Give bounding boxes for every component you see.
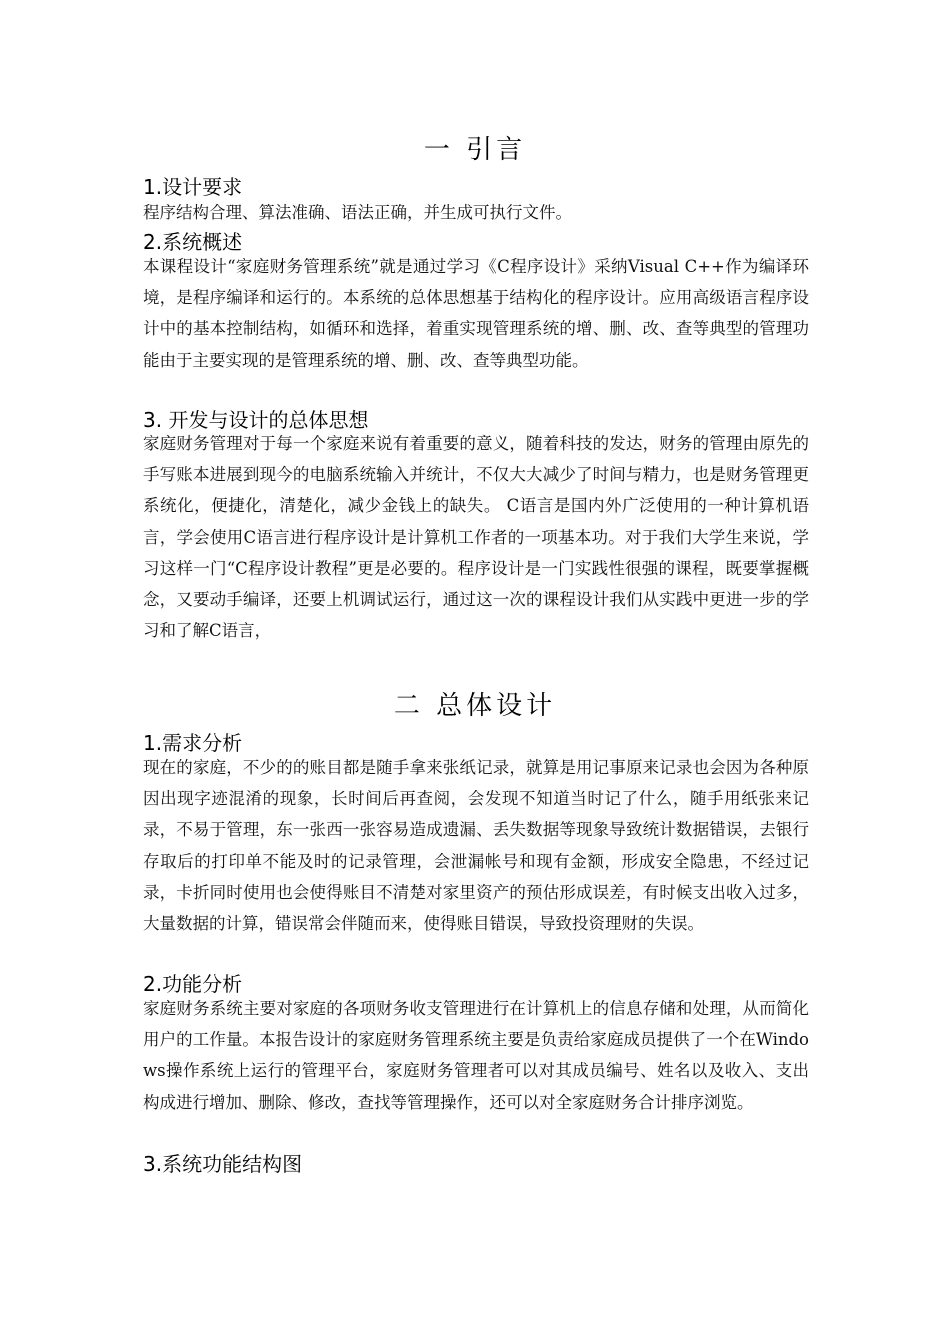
paragraph-overall-idea: 家庭财务管理对于每一个家庭来说有着重要的意义，随着科技的发达，财务的管理由原先的手写账本进展到现今的电脑系统输入并统计，不仅大大减少了时间与精力，也是财务管理更系统化，便捷化，清楚化，减少金钱上的缺失。 C语言是国内外广泛使用的一种计算机语言，学会使用C语言进行程序设计是计算机工作者的一项基本功。对于我们大学生来说，学习这样一门“C程序设计教程”更是必要的。程序设计是一门实践性很强的课程，既要掌握概念，又要动手编译，还要上机调试运行，通过这一次的课程设计我们从实践中更进一步的学习和了解C语言， [143, 434, 809, 641]
section-heading-requirements-analysis: 1.需求分析 [143, 731, 243, 755]
paragraph-system-overview: 本课程设计“家庭财务管理系统”就是通过学习《C程序设计》采纳Visual C++作为编译环境，是程序编译和运行的。本系统的总体思想基于结构化的程序设计。应用高级语言程序设计中的基本控制结构，如循环和选择，着重实现管理系统的增、删、改、查等典型的管理功能由于主要实现的是管理系统的增、删、改、查等典型功能。 [143, 257, 809, 370]
chapter-title-overall-design: 二 总体设计 [393, 691, 557, 721]
chapter-title-introduction: 一 引言 [423, 135, 527, 165]
section-heading-structure-diagram: 3.系统功能结构图 [143, 1152, 303, 1176]
section-heading-function-analysis: 2.功能分析 [143, 972, 243, 996]
paragraph-design-requirements: 程序结构合理、算法准确、语法正确，并生成可执行文件。 [143, 203, 572, 222]
section-heading-design-requirements: 1.设计要求 [143, 175, 243, 199]
paragraph-requirements-analysis: 现在的家庭，不少的的账目都是随手拿来张纸记录，就算是用记事原来记录也会因为各种原因出现字迹混淆的现象，长时间后再查阅，会发现不知道当时记了什么，随手用纸张来记录，不易于管理，东一张西一张容易造成遗漏、丢失数据等现象导致统计数据错误，去银行存取后的打印单不能及时的记录管理，会泄漏帐号和现有金额，形成安全隐患，不经过记录，卡折同时使用也会使得账目不清楚对家里资产的预估形成误差，有时候支出收入过多，大量数据的计算，错误常会伴随而来，使得账目错误，导致投资理财的失误。 [143, 758, 809, 934]
section-heading-system-overview: 2.系统概述 [143, 230, 243, 254]
section-heading-overall-idea: 3. 开发与设计的总体思想 [143, 408, 369, 432]
paragraph-function-analysis: 家庭财务系统主要对家庭的各项财务收支管理进行在计算机上的信息存储和处理，从而简化用户的工作量。本报告设计的家庭财务管理系统主要是负责给家庭成员提供了一个在Windows操作系统上运行的管理平台，家庭财务管理者可以对其成员编号、姓名以及收入、支出构成进行增加、删除、修改，查找等管理操作，还可以对全家庭财务合计排序浏览。 [143, 999, 809, 1112]
